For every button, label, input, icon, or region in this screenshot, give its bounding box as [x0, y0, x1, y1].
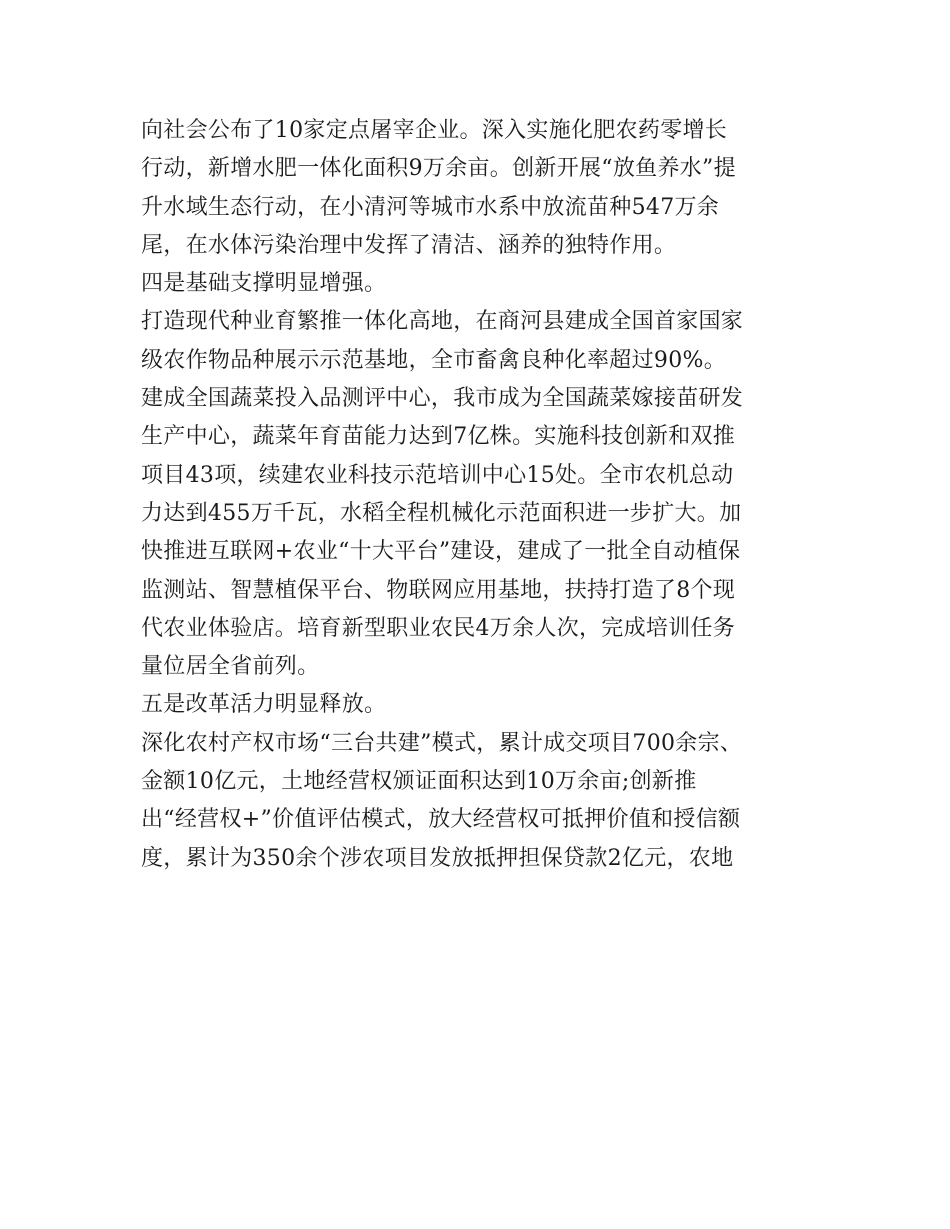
text-line: 金额10亿元，土地经营权颁证面积达到10万余亩;创新推 [141, 769, 697, 795]
text-line: 建成全国蔬菜投入品测评中心，我市成为全国蔬菜嫁接苗研发 [141, 386, 744, 412]
section-heading: 五是改革活力明显释放。 [141, 692, 387, 718]
text-line: 力达到455万千瓦，水稻全程机械化示范面积进一步扩大。加 [141, 500, 742, 526]
text-line: 深化农村产权市场“三台共建”模式，累计成交项目700余宗、 [141, 730, 743, 756]
text-line: 升水域生态行动，在小清河等城市水系中放流苗种547万余 [141, 194, 720, 220]
document-body [141, 112, 821, 878]
text-line: 打造现代种业育繁推一体化高地，在商河县建成全国首家国家 [141, 309, 744, 335]
text-line: 量位居全省前列。 [141, 654, 320, 680]
text-line: 度，累计为350余个涉农项目发放抵押担保贷款2亿元，农地 [141, 845, 734, 871]
text-line: 尾，在水体污染治理中发挥了清洁、涵养的独特作用。 [141, 232, 677, 258]
text-line: 出“经营权+”价值评估模式，放大经营权可抵押价值和授信额 [141, 807, 741, 833]
text-line: 级农作物品种展示示范基地，全市畜禽良种化率超过90%。 [141, 347, 726, 373]
text-line: 监测站、智慧植保平台、物联网应用基地，扶持打造了8个现 [141, 577, 736, 603]
text-line: 项目43项，续建农业科技示范培训中心15处。全市农机总动 [141, 462, 734, 488]
text-line: 代农业体验店。培育新型职业农民4万余人次，完成培训任务 [141, 615, 736, 641]
text-line: 向社会公布了10家定点屠宰企业。深入实施化肥农药零增长 [141, 118, 728, 143]
text-line: 生产中心，蔬菜年育苗能力达到7亿株。实施科技创新和双推 [141, 424, 736, 450]
text-line: 快推进互联网+农业“十大平台”建设，建成了一批全自动植保 [141, 539, 741, 565]
section-heading: 四是基础支撑明显增强。 [141, 271, 387, 297]
text-line: 行动，新增水肥一体化面积9万余亩。创新开展“放鱼养水”提 [141, 156, 736, 182]
